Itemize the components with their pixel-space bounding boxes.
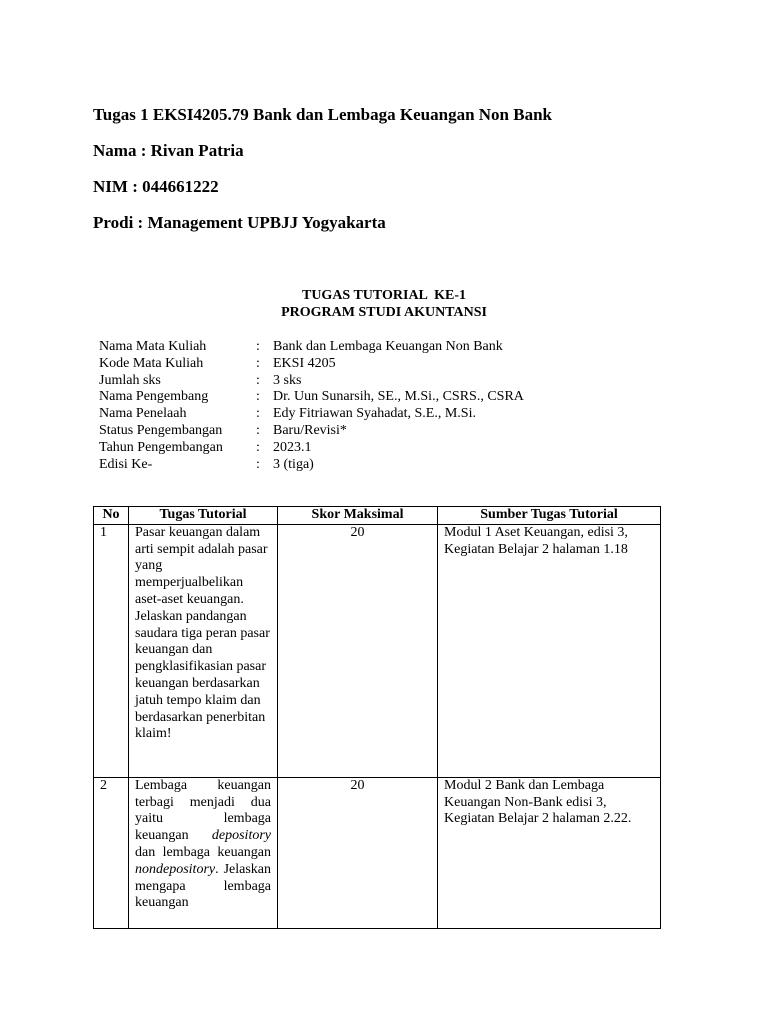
row-score: 20 xyxy=(278,777,438,928)
info-value: Dr. Uun Sunarsih, SE., M.Si., CSRS., CSRA xyxy=(273,389,524,405)
info-label: Edisi Ke- xyxy=(99,456,153,472)
info-value: Bank dan Lembaga Keuangan Non Bank xyxy=(273,339,503,354)
task-emphasis: depository xyxy=(211,828,271,844)
tutorial-title: TUGAS TUTORIAL KE-1 xyxy=(301,288,467,303)
task-text: . Jelaskan mengapa lembaga keuangan xyxy=(135,861,271,911)
info-separator: : xyxy=(256,456,260,472)
info-label: Jumlah sks xyxy=(99,372,161,388)
info-separator: : xyxy=(256,406,260,422)
info-label: Nama Pengembang xyxy=(99,389,209,405)
info-separator: : xyxy=(256,439,260,455)
student-prodi: Prodi : Management UPBJJ Yogyakarta xyxy=(93,213,386,232)
info-row xyxy=(99,423,524,440)
info-label: Tahun Pengembangan xyxy=(99,439,223,455)
info-value: 3 sks xyxy=(273,372,302,388)
info-value: 3 (tiga) xyxy=(273,456,314,472)
info-row xyxy=(99,457,524,474)
info-value: 2023.1 xyxy=(273,439,312,455)
info-label: Nama Mata Kuliah xyxy=(99,339,207,354)
info-separator: : xyxy=(256,355,260,371)
info-label: Status Pengembangan xyxy=(99,422,223,438)
task-text: dan lembaga keuangan xyxy=(135,844,271,860)
row-score: 20 xyxy=(278,524,438,777)
info-label: Kode Mata Kuliah xyxy=(99,355,204,371)
info-value: Edy Fitriawan Syahadat, S.E., M.Si. xyxy=(273,406,476,422)
info-row xyxy=(99,406,524,423)
header-source: Sumber Tugas Tutorial xyxy=(438,507,661,525)
row-no: 1 xyxy=(94,524,129,777)
row-source: Modul 1 Aset Keuangan, edisi 3, Kegiatan Belajar 2 halaman 1.18 xyxy=(438,524,661,777)
info-separator: : xyxy=(256,422,260,438)
row-task xyxy=(129,777,278,928)
task-text: Lembaga keuangan terbagi menjadi dua yaitu lembaga keuangan xyxy=(135,777,271,844)
info-label: Nama Penelaah xyxy=(99,406,187,422)
header-score: Skor Maksimal xyxy=(278,507,438,525)
row-no: 2 xyxy=(94,777,129,928)
student-name: Nama : Rivan Patria xyxy=(93,141,244,160)
info-row xyxy=(99,339,524,356)
header-task: Tugas Tutorial xyxy=(129,507,278,525)
info-value: EKSI 4205 xyxy=(273,355,336,371)
info-row xyxy=(99,356,524,373)
row-source: Modul 2 Bank dan Lembaga Keuangan Non-Bank edisi 3, Kegiatan Belajar 2 halaman 2.22. xyxy=(438,777,661,928)
info-row xyxy=(99,373,524,390)
info-separator: : xyxy=(256,339,260,354)
tutorial-table xyxy=(93,506,661,929)
row-task: Pasar keuangan dalam arti sempit adalah pasar yang memperjualbelikan aset-aset keuangan. Jelaskan pandangan saudara tiga peran pasar keuangan dan pengklasifikasian pasar keuangan berdasarkan jatuh tempo klaim dan berdasarkan penerbitan klaim! xyxy=(129,524,278,777)
course-info xyxy=(99,339,524,473)
info-separator: : xyxy=(256,389,260,405)
table-row xyxy=(94,777,661,928)
table-header-row xyxy=(94,507,661,525)
program-title: PROGRAM STUDI AKUNTANSI xyxy=(281,305,487,320)
table-row xyxy=(94,524,661,777)
student-nim: NIM : 044661222 xyxy=(93,177,219,196)
header-no: No xyxy=(94,507,129,525)
info-separator: : xyxy=(256,372,260,388)
info-row xyxy=(99,440,524,457)
task-emphasis: nondepository xyxy=(135,861,216,877)
assignment-title: Tugas 1 EKSI4205.79 Bank dan Lembaga Keuangan Non Bank xyxy=(93,105,552,124)
info-row xyxy=(99,389,524,406)
info-value: Baru/Revisi* xyxy=(273,422,347,438)
